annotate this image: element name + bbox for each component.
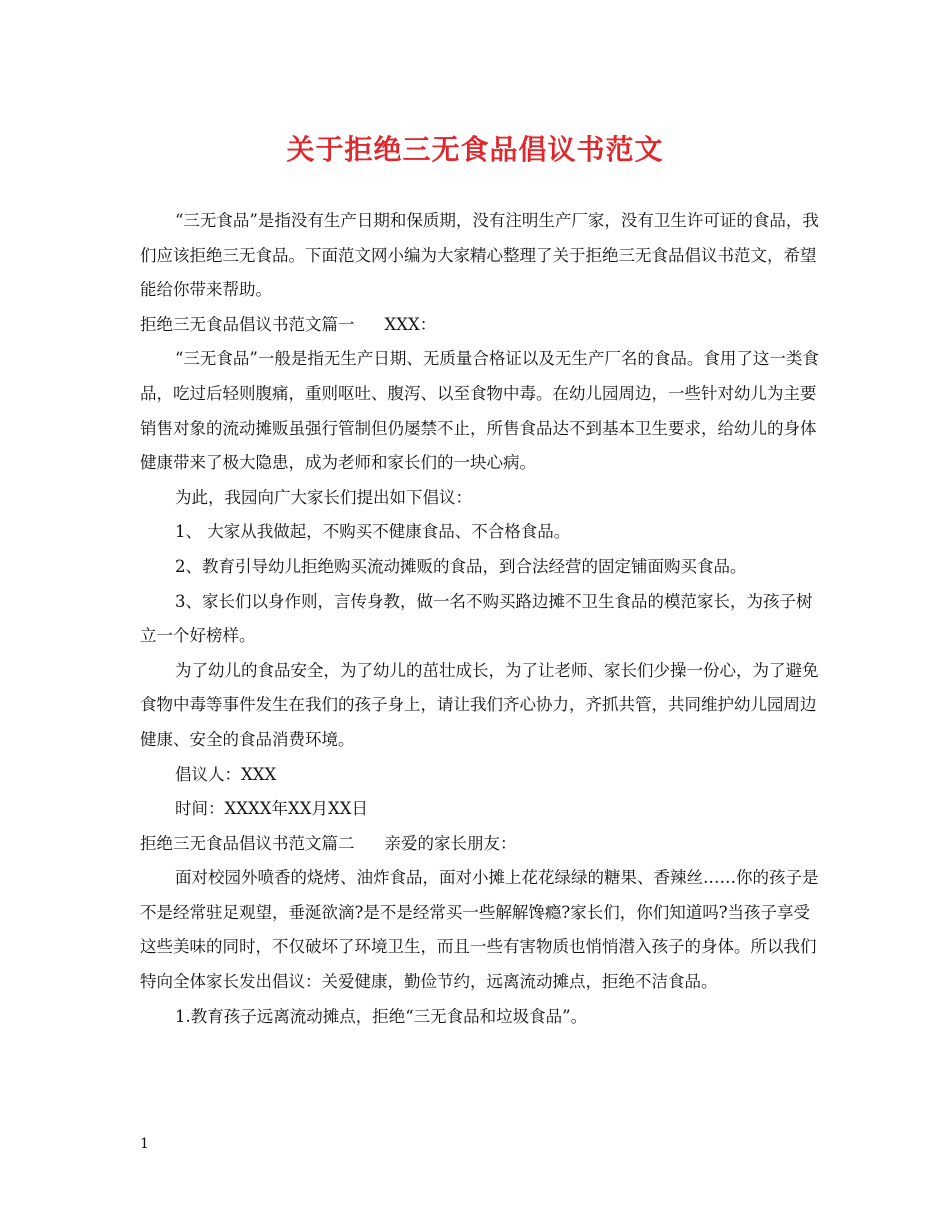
section2-paragraph-1: 面对校园外喷香的烧烤、油炸食品，面对小摊上花花绿绿的糖果、香辣丝……你的孩子是不是经常驻足观望，垂涎欲滴?是不是经常买一些解解馋瘾?家长们，你们知道吗?当孩子享受这些美味的同时，不仅破坏了环境卫生，而且一些有害物质也悄悄潜入孩子的身体。所以我们特向全体家长发出倡议：关爱健康，勤俭节约，远离流动摊点，拒绝不洁食品。 bbox=[140, 868, 819, 992]
section1-date: 时间：XXXX年XX月XX日 bbox=[175, 799, 368, 819]
section2-item-1: 1.教育孩子远离流动摊点，拒绝“三无食品和垃圾食品”。 bbox=[175, 1006, 588, 1026]
section1-item-1: 1、 大家从我做起，不购买不健康食品、不合格食品。 bbox=[175, 522, 571, 542]
section1-paragraph-3: 为了幼儿的食品安全，为了幼儿的茁壮成长，为了让老师、家长们少操一份心，为了避免食物中毒等事件发生在我们的孩子身上，请让我们齐心协力，齐抓共管，共同维护幼儿园周边健康、安全的食品消费环境。 bbox=[140, 660, 819, 749]
section1-item-2: 2、教育引导幼儿拒绝购买流动摊贩的食品，到合法经营的固定铺面购买食品。 bbox=[175, 556, 747, 576]
section2-heading: 拒绝三无食品倡议书范文篇二 bbox=[140, 833, 355, 853]
section1-item-3: 3、家长们以身作则，言传身教，做一名不购买路边摊不卫生食品的模范家长，为孩子树立一个好榜样。 bbox=[140, 591, 813, 646]
document-body bbox=[140, 204, 825, 1034]
section2-salutation: 亲爱的家长朋友： bbox=[384, 833, 517, 853]
section1-heading-line bbox=[140, 308, 825, 343]
intro-paragraph: “三无食品”是指没有生产日期和保质期，没有注明生产厂家，没有卫生许可证的食品，我们应该拒绝三无食品。下面范文网小编为大家精心整理了关于拒绝三无食品倡议书范文，希望能给你带来帮助。 bbox=[140, 211, 819, 300]
page-title: 关于拒绝三无食品倡议书范文 bbox=[286, 133, 664, 166]
section2-heading-line bbox=[140, 827, 825, 862]
section1-paragraph-2: 为此，我园向广大家长们提出如下倡议： bbox=[175, 487, 472, 507]
section1-heading: 拒绝三无食品倡议书范文篇一 bbox=[140, 314, 355, 334]
page-number: 1 bbox=[140, 1136, 149, 1152]
section1-salutation: XXX： bbox=[384, 314, 437, 334]
section1-signer: 倡议人：XXX bbox=[175, 764, 277, 784]
section1-paragraph-1: “三无食品”一般是指无生产日期、无质量合格证以及无生产厂名的食品。食用了这一类食品，吃过后轻则腹痛，重则呕吐、腹泻、以至食物中毒。在幼儿园周边，一些针对幼儿为主要销售对象的流动摊贩虽强行管制但仍屡禁不止，所售食品达不到基本卫生要求，给幼儿的身体健康带来了极大隐患，成为老师和家长们的一块心病。 bbox=[140, 349, 819, 473]
